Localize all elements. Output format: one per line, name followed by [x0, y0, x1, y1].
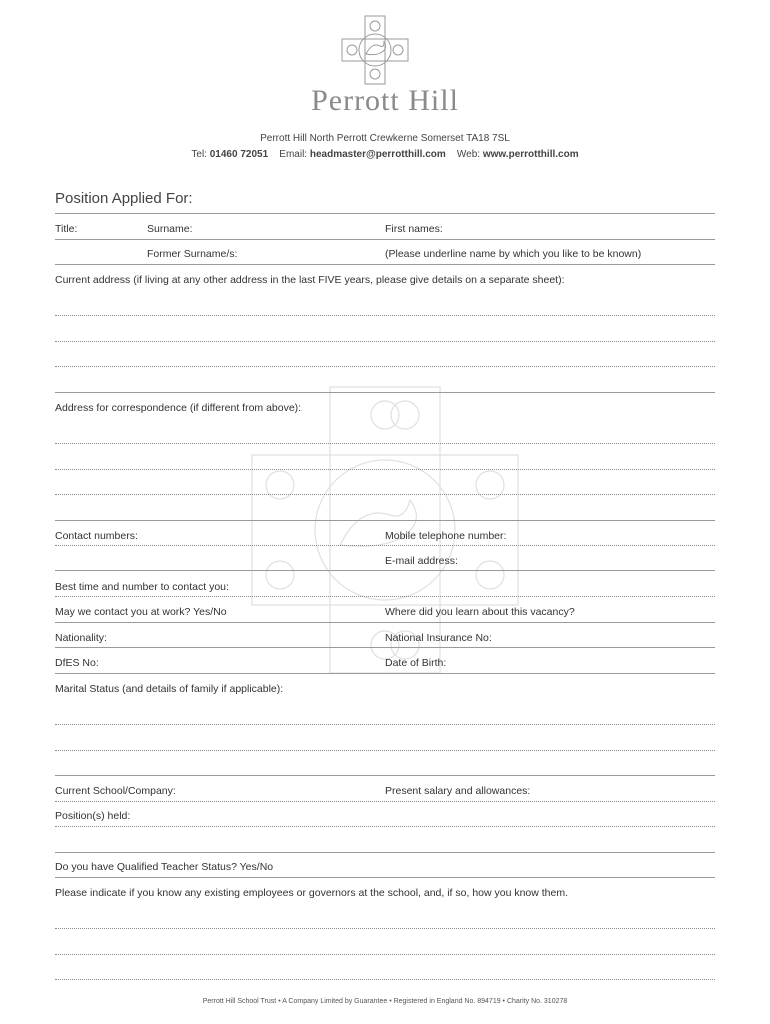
salary-label: Present salary and allowances:	[385, 785, 531, 797]
form-rule	[55, 673, 715, 674]
former-surname-label: Former Surname/s:	[147, 248, 238, 260]
form-rule	[55, 647, 715, 648]
dob-label: Date of Birth:	[385, 657, 447, 669]
form-rule	[55, 877, 715, 878]
best-time-label: Best time and number to contact you:	[55, 581, 229, 593]
employees-label: Please indicate if you know any existing employees or governors at the school, and, if so, how you know them.	[55, 887, 569, 899]
form-rule	[55, 622, 715, 623]
qts-label: Do you have Qualified Teacher Status? Yes/No	[55, 861, 274, 873]
first-names-label: First names:	[385, 223, 443, 235]
email-label-field: E-mail address:	[385, 555, 458, 567]
surname-label: Surname:	[147, 223, 193, 235]
dfes-number-label: DfES No:	[55, 657, 99, 669]
form-rule	[55, 775, 715, 776]
write-in-line[interactable]	[55, 979, 715, 980]
position-applied-heading: Position Applied For:	[55, 190, 193, 207]
school-name: Perrott Hill	[311, 84, 459, 117]
underline-note: (Please underline name by which you like to be known)	[385, 248, 642, 260]
form-rule	[55, 239, 715, 240]
form-rule	[55, 213, 715, 214]
write-in-line[interactable]	[55, 545, 715, 546]
mobile-label: Mobile telephone number:	[385, 530, 507, 542]
form-rule	[55, 852, 715, 853]
ni-number-label: National Insurance No:	[385, 632, 492, 644]
form-rule	[55, 520, 715, 521]
write-in-line[interactable]	[55, 469, 715, 470]
school-crest-logo	[340, 14, 410, 86]
contact-work-label: May we contact you at work? Yes/No	[55, 606, 227, 618]
write-in-line[interactable]	[55, 954, 715, 955]
marital-status-label: Marital Status (and details of family if applicable):	[55, 683, 284, 695]
write-in-line[interactable]	[55, 928, 715, 929]
form-rule	[55, 570, 715, 571]
tel-number: 01460 72051	[209, 149, 269, 160]
learn-vacancy-label: Where did you learn about this vacancy?	[385, 606, 575, 618]
tel-label: Tel:	[191, 149, 207, 160]
form-rule	[55, 264, 715, 265]
write-in-line[interactable]	[55, 801, 715, 802]
write-in-line[interactable]	[55, 315, 715, 316]
current-address-label: Current address (if living at any other address in the last FIVE years, please give details on a separate sheet):	[55, 274, 565, 286]
email-link[interactable]: headmaster@perrotthill.com	[309, 149, 446, 160]
write-in-line[interactable]	[55, 366, 715, 367]
write-in-line[interactable]	[55, 443, 715, 444]
school-address: Perrott Hill North Perrott Crewkerne Somerset TA18 7SL	[260, 133, 510, 144]
web-label: Web:	[456, 149, 481, 160]
form-rule	[55, 392, 715, 393]
positions-held-label: Position(s) held:	[55, 810, 131, 822]
write-in-line[interactable]	[55, 826, 715, 827]
correspondence-address-label: Address for correspondence (if different from above):	[55, 402, 302, 414]
footer-text: Perrott Hill School Trust • A Company Limited by Guarantee • Registered in England No. 894719 • Charity No. 310278	[202, 998, 568, 1005]
contact-line	[0, 149, 770, 160]
write-in-line[interactable]	[55, 750, 715, 751]
nationality-label: Nationality:	[55, 632, 107, 644]
contact-numbers-label: Contact numbers:	[55, 530, 138, 542]
write-in-line[interactable]	[55, 724, 715, 725]
email-label: Email:	[279, 149, 308, 160]
write-in-line[interactable]	[55, 494, 715, 495]
write-in-line[interactable]	[55, 596, 715, 597]
write-in-line[interactable]	[55, 341, 715, 342]
web-link[interactable]: www.perrotthill.com	[482, 149, 579, 160]
current-school-label: Current School/Company:	[55, 785, 176, 797]
title-label: Title:	[55, 223, 78, 235]
